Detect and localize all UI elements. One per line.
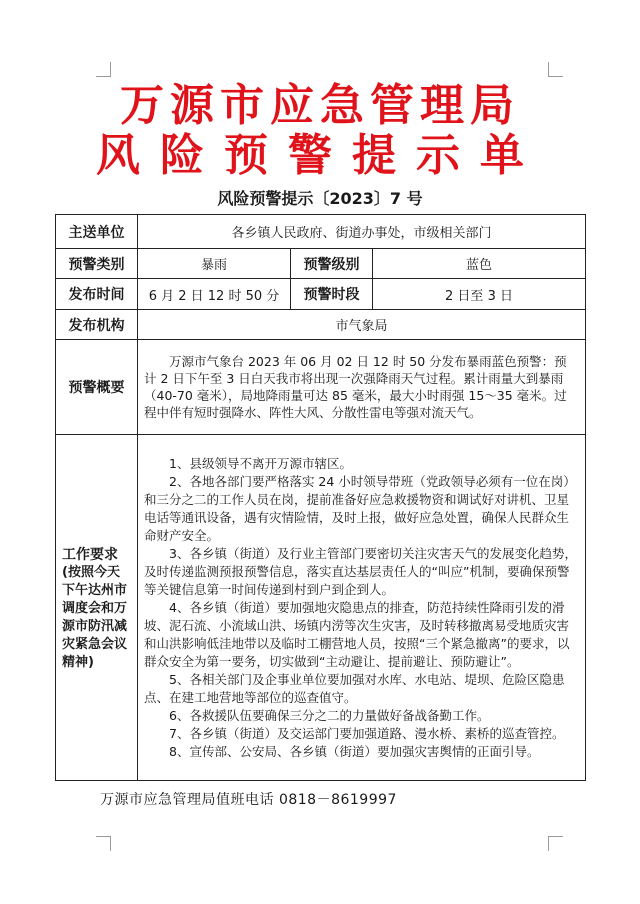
recipients-label: 主送单位 [56, 215, 138, 249]
requirement-item: 4、各乡镇（街道）要加强地灾隐患点的排查，防范持续性降雨引发的滑坡、泥石流、小流域山洪、场镇内涝等次生灾害，及时转移撤离易受地质灾害和山洪影响低洼地带以及临时工棚营地人员，按照“三个紧急撤离”的要求，以群众安全为第一要务，切实做到“主动避让、提前避让、预防避让”。 [144, 599, 570, 669]
row-overview [56, 340, 586, 435]
document-title-line1: 万源市应急管理局 [120, 80, 520, 131]
issuer-label: 发布机构 [56, 310, 138, 340]
warning-type-label: 预警类别 [56, 249, 138, 279]
warning-period-value: 2 日至 3 日 [373, 279, 586, 310]
warning-level-value: 蓝色 [373, 249, 586, 279]
warning-period-label: 预警时段 [291, 279, 373, 310]
crop-mark-bottom-left [96, 836, 111, 851]
document-number: 风险预警提示〔2023〕7 号 [217, 189, 423, 208]
overview-cell [138, 340, 586, 435]
crop-mark-top-right [548, 62, 563, 77]
overview-text: 万源市气象台 2023 年 06 月 02 日 12 时 50 分发布暴雨蓝色预警：预计 2 日下午至 3 日白天我市将出现一次强降雨天气过程。累计雨量大到暴雨（40-70 毫米），局地降雨量可达 85 毫米，最大小时雨强 15～35 毫米。过程中伴有短时强降水、阵性大风、分散性雷电等强对流天气。 [144, 354, 567, 420]
recipients-value: 各乡镇人民政府、街道办事处，市级相关部门 [138, 215, 586, 249]
requirement-item: 5、各相关部门及企事业单位要加强对水库、水电站、堤坝、危险区隐患点、在建工地营地等部位的巡查值守。 [144, 671, 565, 705]
overview-label: 预警概要 [56, 340, 138, 435]
warning-level-label: 预警级别 [291, 249, 373, 279]
requirement-item: 6、各救援队伍要确保三分之二的力量做好备战备勤工作。 [169, 707, 490, 723]
row-recipients [56, 215, 586, 249]
work-requirements-list [138, 435, 586, 781]
release-time-value: 6 月 2 日 12 时 50 分 [138, 279, 291, 310]
row-issuer [56, 310, 586, 340]
row-release-time [56, 279, 586, 310]
row-warning-type [56, 249, 586, 279]
requirement-item: 1、县级领导不离开万源市辖区。 [169, 455, 352, 471]
duty-phone: 万源市应急管理局值班电话 0818－8619997 [100, 792, 397, 808]
requirement-item: 8、宣传部、公安局、各乡镇（街道）要加强灾害舆情的正面引导。 [169, 743, 540, 759]
warning-form-table [55, 214, 586, 781]
requirement-item: 2、各地各部门要严格落实 24 小时领导带班（党政领导必须有一位在岗）和三分之二的工作人员在岗，提前准备好应急救援物资和调试好对讲机、卫星电话等通讯设备，遇有灾情险情，及时上报，做好应急处置，确保人民群众生命财产安全。 [144, 473, 576, 543]
work-requirements-note: (按照今天下午达州市调度会和万源市防汛减灾紧急会议精神) [62, 564, 128, 670]
warning-type-value: 暴雨 [138, 249, 291, 279]
requirement-item: 3、各乡镇（街道）及行业主管部门要密切关注灾害天气的发展变化趋势，及时传递监测预报预警信息，落实直达基层责任人的“叫应”机制，要确保预警等关键信息第一时间传递到村到户到企到人。 [144, 545, 577, 597]
crop-mark-top-left [96, 62, 111, 77]
document-title-line2: 风险预警提示单 [96, 130, 544, 181]
release-time-label: 发布时间 [56, 279, 138, 310]
row-work-requirements [56, 435, 586, 781]
issuer-value: 市气象局 [138, 310, 586, 340]
work-requirements-label: 工作要求 [62, 546, 118, 563]
requirement-item: 7、各乡镇（街道）及交运部门要加强道路、漫水桥、素桥的巡查管控。 [169, 725, 565, 741]
crop-mark-bottom-right [548, 836, 563, 851]
work-requirements-label-cell [56, 435, 138, 781]
